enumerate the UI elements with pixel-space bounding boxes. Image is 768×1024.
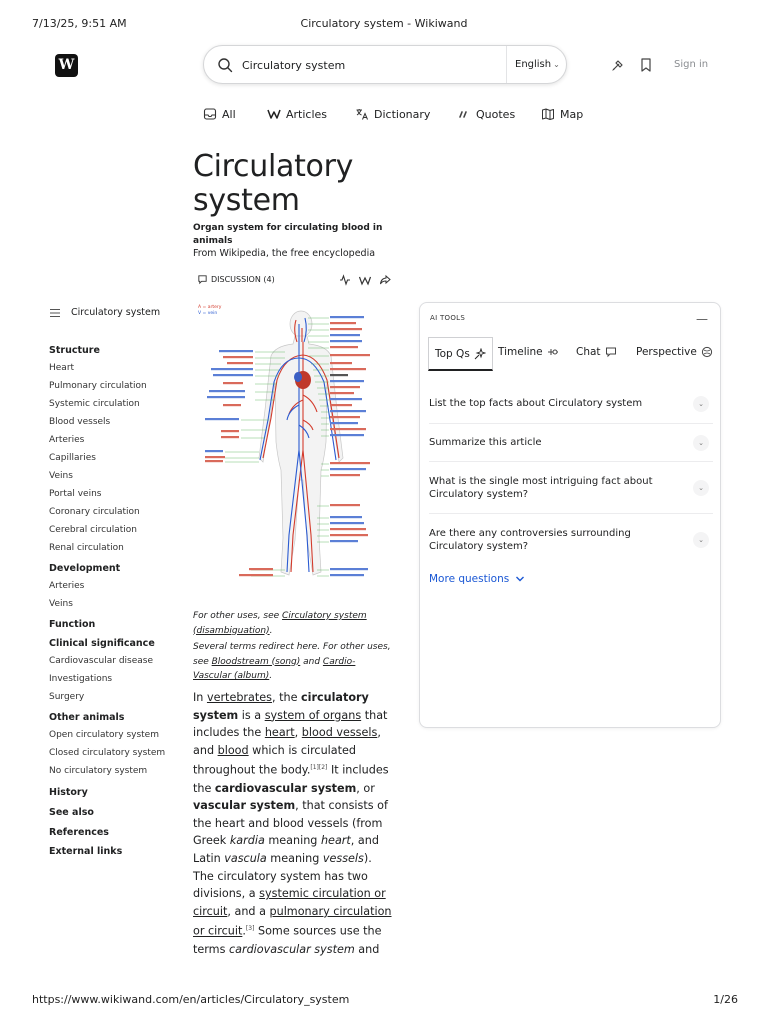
sparkle-icon xyxy=(474,348,486,360)
toc-item[interactable]: Closed circulatory system xyxy=(49,748,166,758)
wikiwand-w-icon xyxy=(267,107,281,121)
search-icon xyxy=(217,57,233,73)
share-icon[interactable] xyxy=(379,274,391,286)
chevron-down-icon: ⌄ xyxy=(693,532,709,548)
toc-item[interactable]: Pulmonary circulation xyxy=(49,381,147,391)
wikiwand-logo[interactable]: W xyxy=(55,54,78,77)
hatnote-disambiguation: For other uses, see Circulatory system (disambiguation). xyxy=(193,611,367,636)
cardio-vascular-album-link[interactable]: Cardio-Vascular (album) xyxy=(193,656,356,681)
toc-item[interactable]: See also xyxy=(49,807,94,818)
bloodstream-song-link[interactable]: Bloodstream (song) xyxy=(211,656,301,667)
link-systemic-circulation[interactable]: systemic circulation or circuit xyxy=(193,887,386,918)
wikipedia-w-icon[interactable] xyxy=(359,274,371,286)
tab-articles[interactable] xyxy=(267,107,327,121)
link-blood-vessels[interactable]: blood vessels xyxy=(301,726,378,740)
toc-item[interactable]: Open circulatory system xyxy=(49,730,159,740)
tab-label: Quotes xyxy=(476,107,516,121)
toc-item[interactable]: Blood vessels xyxy=(49,417,111,427)
toc-item[interactable]: Arteries xyxy=(49,581,85,591)
ai-tools-panel xyxy=(419,302,721,728)
chevron-down-icon: ⌄ xyxy=(693,396,709,412)
toc-item[interactable]: Portal veins xyxy=(49,489,102,499)
ai-tab-timeline[interactable] xyxy=(498,346,559,358)
link-system-of-organs[interactable]: system of organs xyxy=(264,708,362,722)
article-short-description: Organ system for circulating blood in animals xyxy=(193,223,383,246)
circulatory-system-diagram[interactable] xyxy=(193,300,393,590)
language-select[interactable] xyxy=(506,46,566,83)
ai-question-item[interactable]: What is the single most intriguing fact about Circulatory system? ⌄ xyxy=(429,475,713,501)
speech-bubble-icon xyxy=(197,274,208,285)
divider xyxy=(429,423,713,424)
print-page-title: Circulatory system - Wikiwand xyxy=(300,17,468,30)
link-blood[interactable]: blood xyxy=(217,743,249,757)
search-category-tabs xyxy=(0,107,768,123)
toc-item[interactable]: Function xyxy=(49,619,96,630)
ai-tab-label: Perspective xyxy=(636,346,697,358)
toc-item[interactable]: Systemic circulation xyxy=(49,399,140,409)
ai-tab-label: Timeline xyxy=(498,346,543,358)
quote-icon xyxy=(457,107,471,121)
more-questions-label: More questions xyxy=(429,573,510,585)
tab-dictionary[interactable] xyxy=(355,107,430,121)
ai-tab-label: Top Qs xyxy=(435,347,470,360)
ai-question-item[interactable]: Are there any controversies surrounding Circulatory system? ⌄ xyxy=(429,527,713,553)
chevron-down-icon xyxy=(515,575,525,583)
language-label: English xyxy=(515,59,552,70)
toc-item[interactable]: History xyxy=(49,787,88,798)
ai-tab-top-qs[interactable] xyxy=(428,337,493,371)
search-input[interactable] xyxy=(242,55,497,75)
toc-item[interactable]: Cardiovascular disease xyxy=(49,656,154,666)
print-page-number: 1/26 xyxy=(713,993,738,1006)
sign-in-link[interactable]: Sign in xyxy=(674,59,709,70)
tab-quotes[interactable] xyxy=(457,107,515,121)
ai-tools-label: AI TOOLS xyxy=(430,314,466,322)
perspective-icon xyxy=(701,346,713,358)
collapse-icon[interactable]: — xyxy=(696,312,708,326)
article-actions xyxy=(197,274,397,288)
ai-question-item[interactable]: List the top facts about Circulatory system ⌄ xyxy=(429,397,713,410)
divider xyxy=(429,513,713,514)
toc-header[interactable] xyxy=(49,307,160,318)
link-pulmonary-circulation[interactable]: pulmonary circulation or circuit xyxy=(193,904,392,939)
citation-2[interactable]: [2] xyxy=(318,764,328,772)
toc-item[interactable]: Capillaries xyxy=(49,453,96,463)
activity-icon[interactable] xyxy=(339,274,351,286)
tab-map[interactable] xyxy=(541,107,583,121)
chevron-down-icon: ⌄ xyxy=(553,60,560,69)
toc-item[interactable]: Development xyxy=(49,563,121,574)
page-title: Circulatory system xyxy=(193,149,354,218)
tab-label: All xyxy=(222,107,236,121)
toc-item[interactable]: Veins xyxy=(49,471,73,481)
timeline-icon xyxy=(547,346,559,358)
figure-legend-artery: A = artery xyxy=(198,305,222,310)
tab-label: Articles xyxy=(286,107,328,121)
ai-question-item[interactable]: Summarize this article ⌄ xyxy=(429,436,713,449)
toc-item[interactable]: External links xyxy=(49,846,123,857)
link-heart[interactable]: heart xyxy=(264,726,295,740)
toc-item[interactable]: Other animals xyxy=(49,712,125,723)
ai-tab-chat[interactable] xyxy=(576,346,617,358)
more-questions-button[interactable] xyxy=(429,573,525,585)
chat-bubble-icon xyxy=(605,346,617,358)
article-source-note: From Wikipedia, the free encyclopedia xyxy=(193,248,376,259)
tab-label: Dictionary xyxy=(374,107,431,121)
bookmark-icon[interactable] xyxy=(638,57,654,73)
toc-item[interactable]: References xyxy=(49,827,109,838)
search-bar[interactable] xyxy=(203,45,567,84)
hamburger-menu-icon xyxy=(49,308,61,318)
map-icon xyxy=(541,107,555,121)
print-datetime: 7/13/25, 9:51 AM xyxy=(32,17,127,30)
discussion-label: DISCUSSION (4) xyxy=(211,275,275,284)
print-url: https://www.wikiwand.com/en/articles/Circulatory_system xyxy=(32,993,350,1006)
disambiguation-link[interactable]: Circulatory system (disambiguation) xyxy=(193,611,367,636)
ai-tab-label: Chat xyxy=(576,346,601,358)
toc-item[interactable]: Cerebral circulation xyxy=(49,525,138,535)
divider xyxy=(429,461,713,462)
article-lead-paragraph: In vertebrates, the circulatory system is a system of organs that includes the heart, blood vessels, and blood which is circulated throughout the body.[1][2] It includes the cardiovascular system, or vascular system, that consists of the heart and blood vessels (from Greek kardia meaning heart, and Latin vascula meaning vessels). The circulatory system has two divisions, a systemic circulation or circuit, and a pulmonary circulation or circuit.[3] Some sources use the terms cardiovascular system and xyxy=(193,691,392,956)
tab-label: Map xyxy=(560,107,584,121)
translate-icon xyxy=(355,107,369,121)
chevron-down-icon: ⌄ xyxy=(693,480,709,496)
brush-icon[interactable] xyxy=(610,57,626,73)
inbox-icon xyxy=(203,107,217,121)
toc-item[interactable]: Arteries xyxy=(49,435,85,445)
toc-item[interactable]: Surgery xyxy=(49,692,85,702)
figure-legend-vein: V = vein xyxy=(198,311,218,316)
toc-item[interactable]: Investigations xyxy=(49,674,113,684)
citation-1[interactable]: [1] xyxy=(310,764,319,772)
toc-item[interactable]: Veins xyxy=(49,599,73,609)
citation-3[interactable]: [3] xyxy=(245,925,255,933)
toc-item[interactable]: Coronary circulation xyxy=(49,507,140,517)
toc-item[interactable]: Renal circulation xyxy=(49,543,124,553)
ai-tab-perspective[interactable] xyxy=(636,346,713,358)
hatnote-redirects: Several terms redirect here. For other uses, see Bloodstream (song) and Cardio-Vascular (album). xyxy=(193,642,391,681)
link-vertebrates[interactable]: vertebrates xyxy=(206,691,272,704)
toc-item[interactable]: No circulatory system xyxy=(49,766,148,776)
chevron-down-icon: ⌄ xyxy=(693,435,709,451)
right-side-label-lines xyxy=(330,316,370,576)
toc-title: Circulatory system xyxy=(71,307,161,318)
tab-all[interactable] xyxy=(203,107,236,121)
toc-item[interactable]: Clinical significance xyxy=(49,638,155,649)
toc-item[interactable]: Heart xyxy=(49,363,75,373)
toc-item[interactable]: Structure xyxy=(49,345,100,356)
discussion-button[interactable] xyxy=(197,274,275,285)
